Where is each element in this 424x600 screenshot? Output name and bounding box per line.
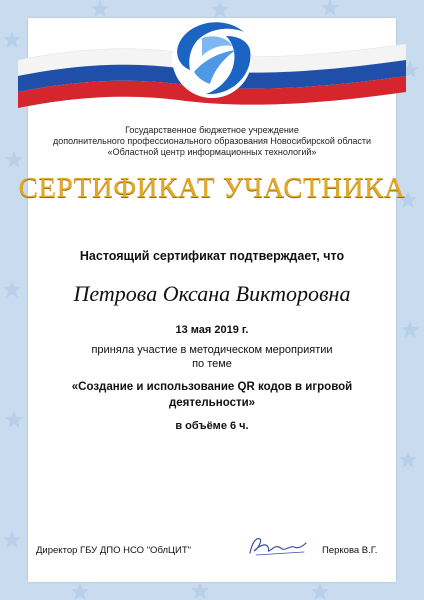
participation-text: приняла участие в методическом мероприятии: [91, 344, 333, 356]
confirm-text: Настоящий сертификат подтверждает, что: [79, 249, 345, 263]
signatory-position: Директор ГБУ ДПО НСО "ОблЦИТ": [36, 545, 192, 556]
organization-block: [40, 125, 384, 158]
signatory-name: Перкова В.Г.: [322, 545, 378, 556]
organization-line-1: Государственное бюджетное учреждение: [125, 125, 299, 135]
hours-volume: в объёме 6 ч.: [175, 420, 249, 432]
handwritten-signature: [246, 533, 308, 559]
certificate-title: СЕРТИФИКАТ УЧАСТНИКА: [18, 172, 406, 204]
flag-banner: [18, 8, 406, 118]
event-date: 13 мая 2019 г.: [175, 324, 249, 336]
organization-line-2: дополнительного профессионального образования Новосибирской области: [52, 136, 372, 146]
event-topic: «Создание и использование QR кодов в игровой деятельности»: [71, 381, 353, 409]
topic-label: по теме: [192, 358, 232, 370]
ocit-logo-icon: [172, 18, 252, 98]
recipient-name: Петрова Оксана Викторовна: [73, 281, 351, 306]
organization-line-3: «Областной центр информационных технологий»: [107, 147, 317, 157]
